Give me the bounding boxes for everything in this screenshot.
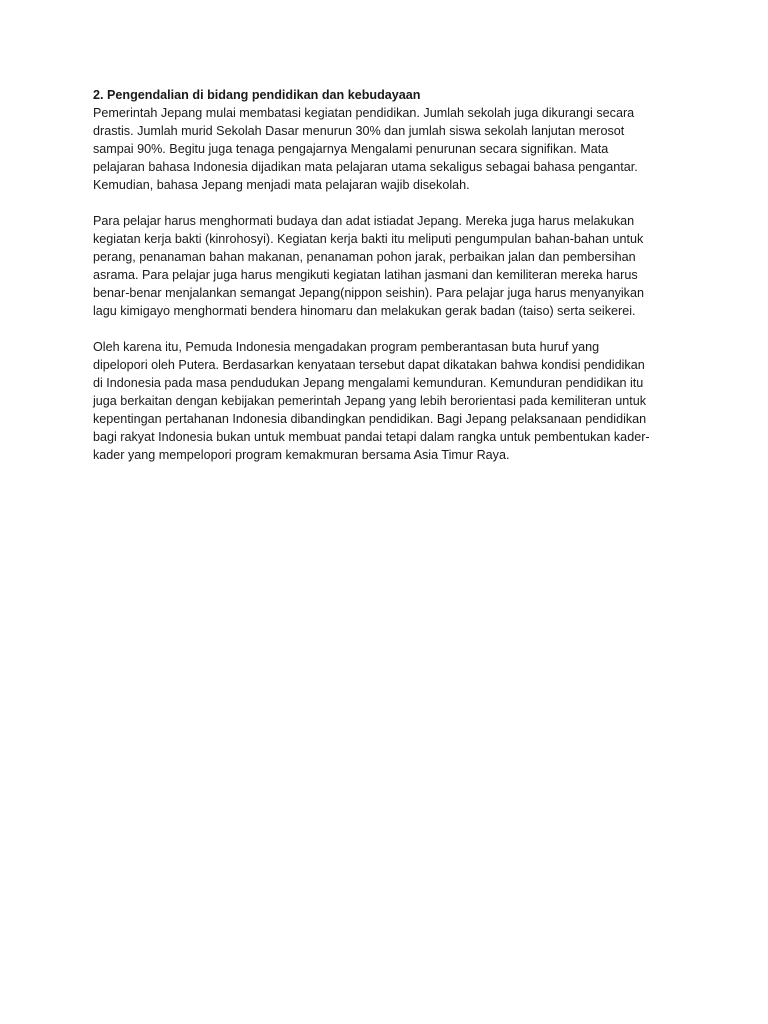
paragraph-line: kepentingan pertahanan Indonesia dibandingkan pendidikan. Bagi Jepang pelaksanaan pendidikan <box>93 412 647 426</box>
paragraph-line: kader yang mempelopori program kemakmuran bersama Asia Timur Raya. <box>93 448 510 462</box>
paragraph-line: bagi rakyat Indonesia bukan untuk membuat pandai tetapi dalam rangka untuk pembentukan kader- <box>93 430 650 444</box>
paragraph-line: di Indonesia pada masa pendudukan Jepang mengalami kemunduran. Kemunduran pendidikan itu <box>93 376 644 390</box>
paragraph-2 <box>93 212 683 320</box>
paragraph-line: dipelopori oleh Putera. Berdasarkan kenyataan tersebut dapat dikatakan bahwa kondisi pendidikan <box>93 358 645 372</box>
paragraph-line: Pemerintah Jepang mulai membatasi kegiatan pendidikan. Jumlah sekolah juga dikurangi secara <box>93 106 635 120</box>
document-body <box>93 86 683 482</box>
paragraph-line: kegiatan kerja bakti (kinrohosyi). Kegiatan kerja bakti itu meliputi pengumpulan bahan-bahan untuk <box>93 232 644 246</box>
paragraph-line: lagu kimigayo menghormati bendera hinomaru dan melakukan gerak badan (taiso) serta seikerei. <box>93 304 636 318</box>
paragraph-line: Oleh karena itu, Pemuda Indonesia mengadakan program pemberantasan buta huruf yang <box>93 340 600 354</box>
paragraph-line: asrama. Para pelajar juga harus mengikuti kegiatan latihan jasmani dan kemiliteran mereka harus <box>93 268 638 282</box>
paragraph-line: sampai 90%. Begitu juga tenaga pengajarnya Mengalami penurunan secara signifikan. Mata <box>93 142 609 156</box>
paragraph-line: Para pelajar harus menghormati budaya dan adat istiadat Jepang. Mereka juga harus melakukan <box>93 214 635 228</box>
paragraph-line: benar-benar menjalankan semangat Jepang(nippon seishin). Para pelajar juga harus menyanyikan <box>93 286 644 300</box>
paragraph-line: juga berkaitan dengan kebijakan pemerintah Jepang yang lebih berorientasi pada kemiliteran untuk <box>93 394 647 408</box>
paragraph-line: drastis. Jumlah murid Sekolah Dasar menurun 30% dan jumlah siswa sekolah lanjutan merosot <box>93 124 625 138</box>
paragraph-line: perang, penanaman bahan makanan, penanaman pohon jarak, perbaikan jalan dan pembersihan <box>93 250 636 264</box>
paragraph-1 <box>93 104 683 194</box>
paragraph-line: Kemudian, bahasa Jepang menjadi mata pelajaran wajib disekolah. <box>93 178 470 192</box>
section-heading: 2. Pengendalian di bidang pendidikan dan kebudayaan <box>93 88 421 102</box>
paragraph-3 <box>93 338 683 464</box>
paragraph-line: pelajaran bahasa Indonesia dijadikan mata pelajaran utama sekaligus sebagai bahasa pengantar. <box>93 160 638 174</box>
